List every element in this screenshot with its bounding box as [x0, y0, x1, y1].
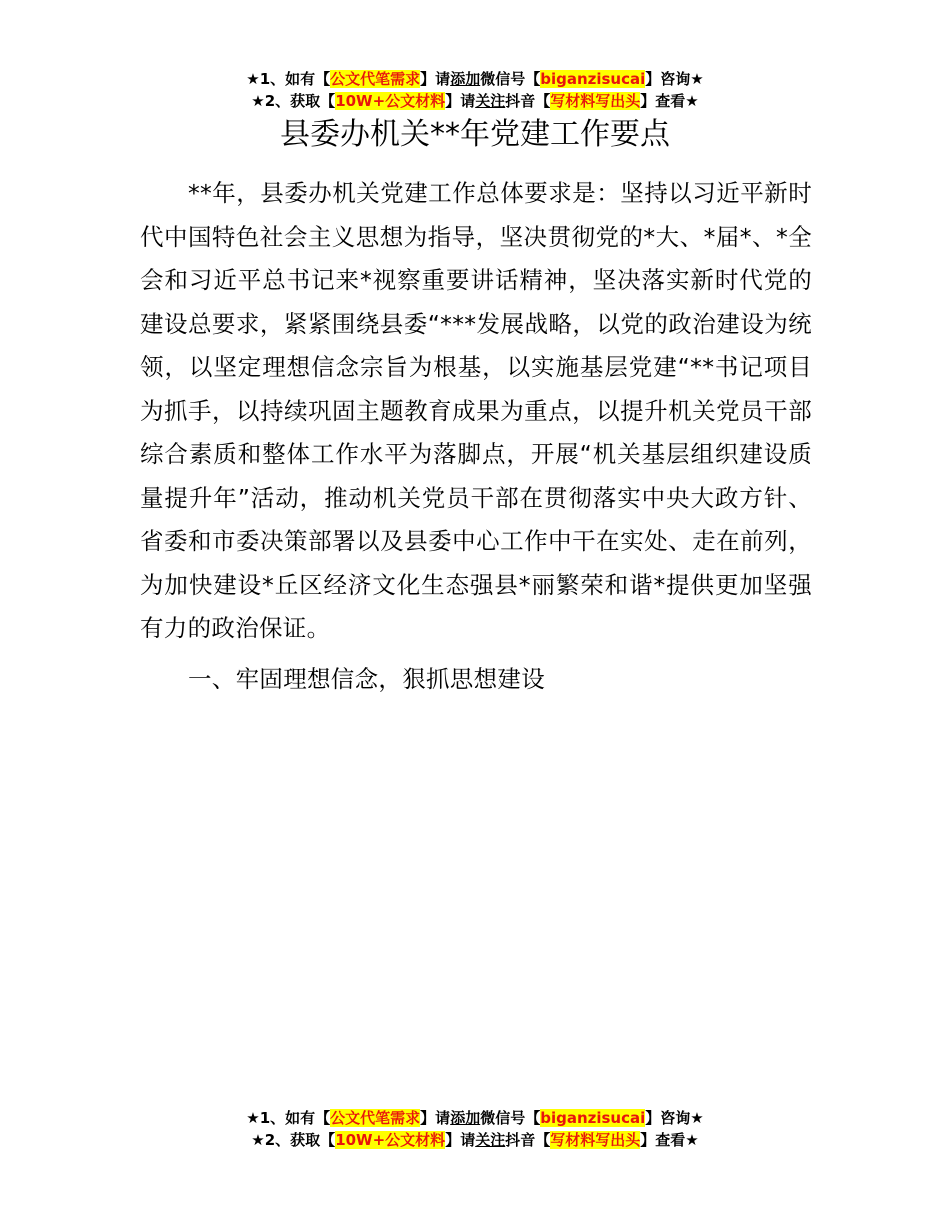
promo-text: 】咨询★ [645, 70, 704, 88]
promo-highlight: 10W+公文材料 [335, 1131, 446, 1149]
promo-text: 】咨询★ [645, 1109, 704, 1127]
header-promo-banner [0, 68, 950, 112]
promo-emphasis: 添加 [450, 1109, 481, 1127]
promo-text: 】请 [420, 70, 451, 88]
promo-text: 】查看★ [640, 92, 699, 110]
promo-text: 】请 [420, 1109, 451, 1127]
promo-line-1 [0, 1107, 950, 1129]
promo-text: 抖音【 [505, 1131, 551, 1149]
promo-emphasis: 关注 [475, 92, 506, 110]
promo-line-2 [0, 90, 950, 112]
promo-highlight: biganzisucai [540, 1109, 646, 1127]
promo-text: 】请 [445, 1131, 476, 1149]
document-title: 县委办机关**年党建工作要点 [280, 117, 670, 152]
promo-highlight: biganzisucai [540, 70, 646, 88]
promo-text: 微信号【 [480, 1109, 541, 1127]
promo-text: ★1、如有【 [246, 70, 331, 88]
promo-text: 】请 [445, 92, 476, 110]
promo-text: ★1、如有【 [246, 1109, 331, 1127]
promo-emphasis: 关注 [475, 1131, 506, 1149]
promo-line-2 [0, 1129, 950, 1151]
promo-highlight: 写材料写出头 [550, 92, 641, 110]
promo-emphasis: 添加 [450, 70, 481, 88]
footer-promo-banner [0, 1107, 950, 1151]
promo-text: 】查看★ [640, 1131, 699, 1149]
promo-highlight: 10W+公文材料 [335, 92, 446, 110]
promo-highlight: 公文代笔需求 [330, 70, 421, 88]
promo-highlight: 写材料写出头 [550, 1131, 641, 1149]
promo-text: 抖音【 [505, 92, 551, 110]
body-paragraph: **年，县委办机关党建工作总体要求是：坚持以习近平新时代中国特色社会主义思想为指导，坚决贯彻党的*大、*届*、*全会和习近平总书记来*视察重要讲话精神，坚决落实新时代党的建设总要求，紧紧围绕县委“***发展战略，以党的政治建设为统领，以坚定理想信念宗旨为根基，以实施基层党建“**书记项目为抓手，以持续巩固主题教育成果为重点，以提升机关党员干部综合素质和整体工作水平为落脚点，开展“机关基层组织建设质量提升年”活动，推动机关党员干部在贯彻落实中央大政方针、省委和市委决策部署以及县委中心工作中干在实处、走在前列，为加快建设*丘区经济文化生态强县*丽繁荣和谐*提供更加坚强有力的政治保证。 [140, 179, 812, 642]
promo-text: ★2、获取【 [251, 1131, 336, 1149]
promo-highlight: 公文代笔需求 [330, 1109, 421, 1127]
promo-text: 微信号【 [480, 70, 541, 88]
promo-text: ★2、获取【 [251, 92, 336, 110]
section-heading: 一、牢固理想信念，狠抓思想建设 [188, 665, 545, 693]
promo-line-1 [0, 68, 950, 90]
